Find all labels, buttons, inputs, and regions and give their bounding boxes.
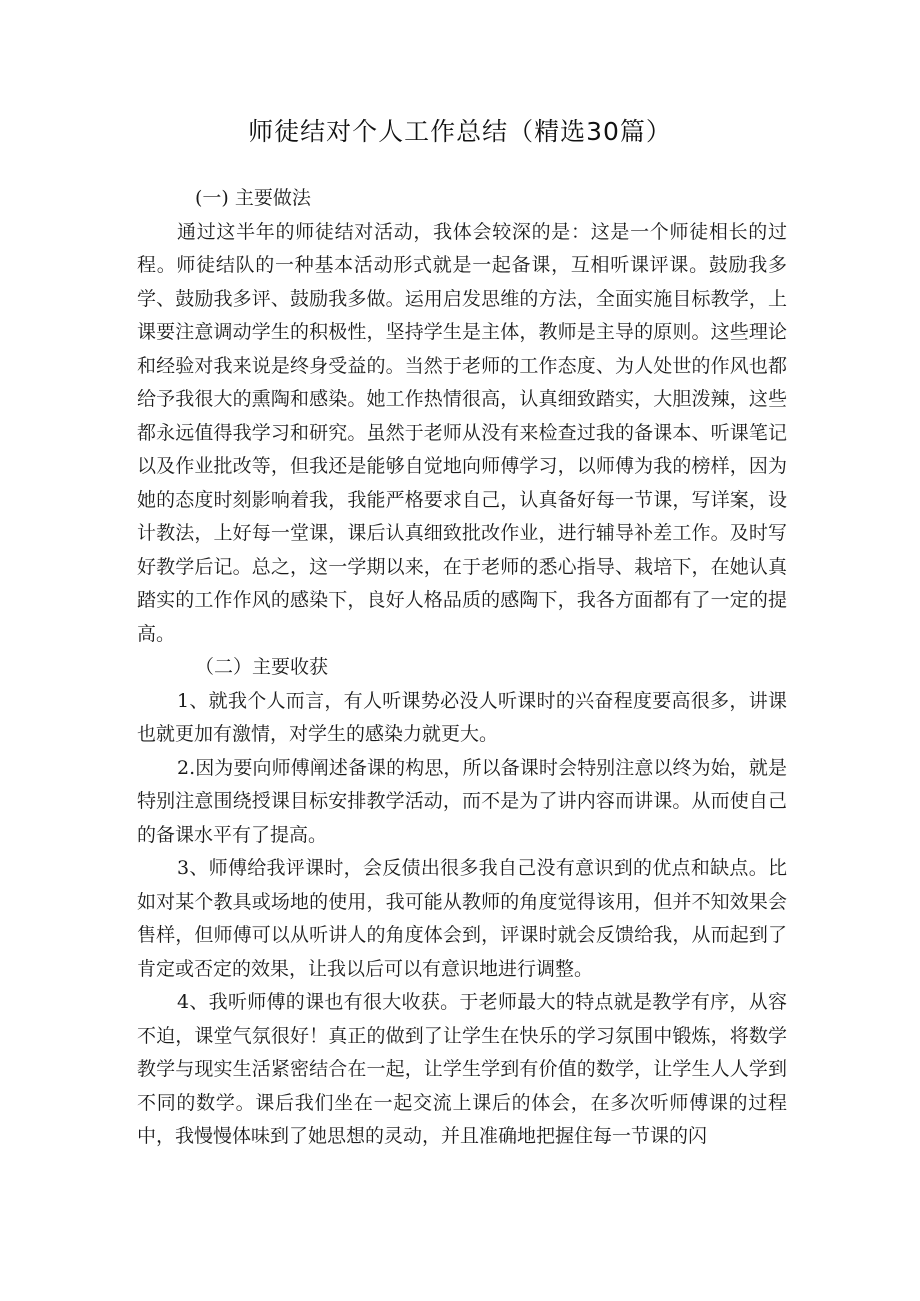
- paragraph: 通过这半年的师徒结对活动，我体会较深的是：这是一个师徒相长的过程。师徒结队的一种基本活动形式就是一起备课，互相听课评课。鼓励我多学、鼓励我多评、鼓励我多做。运用启发思维的方法，全面实施目标教学，上课要注意调动学生的积极性，坚持学生是主体，教师是主导的原则。这些理论和经验对我来说是终身受益的。当然于老师的工作态度、为人处世的作风也都给予我很大的熏陶和感染。她工作热情很高，认真细致踏实，大胆泼辣，这些都永远值得我学习和研究。虽然于老师从没有来检查过我的备课本、听课笔记以及作业批改等，但我还是能够自觉地向师傅学习，以师傅为我的榜样，因为她的态度时刻影响着我，我能严格要求自己，认真备好每一节课，写详案，设计教法，上好每一堂课，课后认真细致批改作业，进行辅导补差工作。及时写好教学后记。总之，这一学期以来，在于老师的悉心指导、栽培下，在她认真踏实的工作作风的感染下，良好人格品质的感陶下，我各方面都有了一定的提高。: [137, 220, 787, 645]
- paragraph: 2.因为要向师傅阐述备课的构思，所以备课时会特别注意以终为始，就是特别注意围绕授课目标安排教学活动，而不是为了讲内容而讲课。从而使自己的备课水平有了提高。: [137, 756, 787, 846]
- section-heading-main-practices: (一) 主要做法: [195, 187, 311, 209]
- paragraph: 3、师傅给我评课时，会反债出很多我自己没有意识到的优点和缺点。比如对某个教具或场地的使用，我可能从教师的角度觉得该用，但并不知效果会售样，但师傅可以从听讲人的角度体会到，评课时就会反馈给我，从而起到了肯定或否定的效果，让我以后可以有意识地进行调整。: [137, 857, 787, 980]
- section-heading-main-gains: （二）主要收获: [195, 656, 329, 678]
- paragraph: 4、我听师傅的课也有很大收获。于老师最大的特点就是教学有序，从容不迫，课堂气氛很好！真正的做到了让学生在快乐的学习氛围中锻炼，将数学教学与现实生活紧密结合在一起，让学生学到有价值的数学，让学生人人学到不同的数学。课后我们坐在一起交流上课后的体会，在多次听师傅课的过程中，我慢慢体味到了她思想的灵动，并且准确地把握住每一节课的闪: [137, 991, 787, 1147]
- paragraph: 1、就我个人而言，有人听课势必没人听课时的兴奋程度要高很多，讲课也就更加有激情，对学生的感染力就更大。: [137, 689, 787, 745]
- document-body: [137, 182, 787, 1154]
- document-title: 师徒结对个人工作总结（精选30篇）: [248, 117, 672, 146]
